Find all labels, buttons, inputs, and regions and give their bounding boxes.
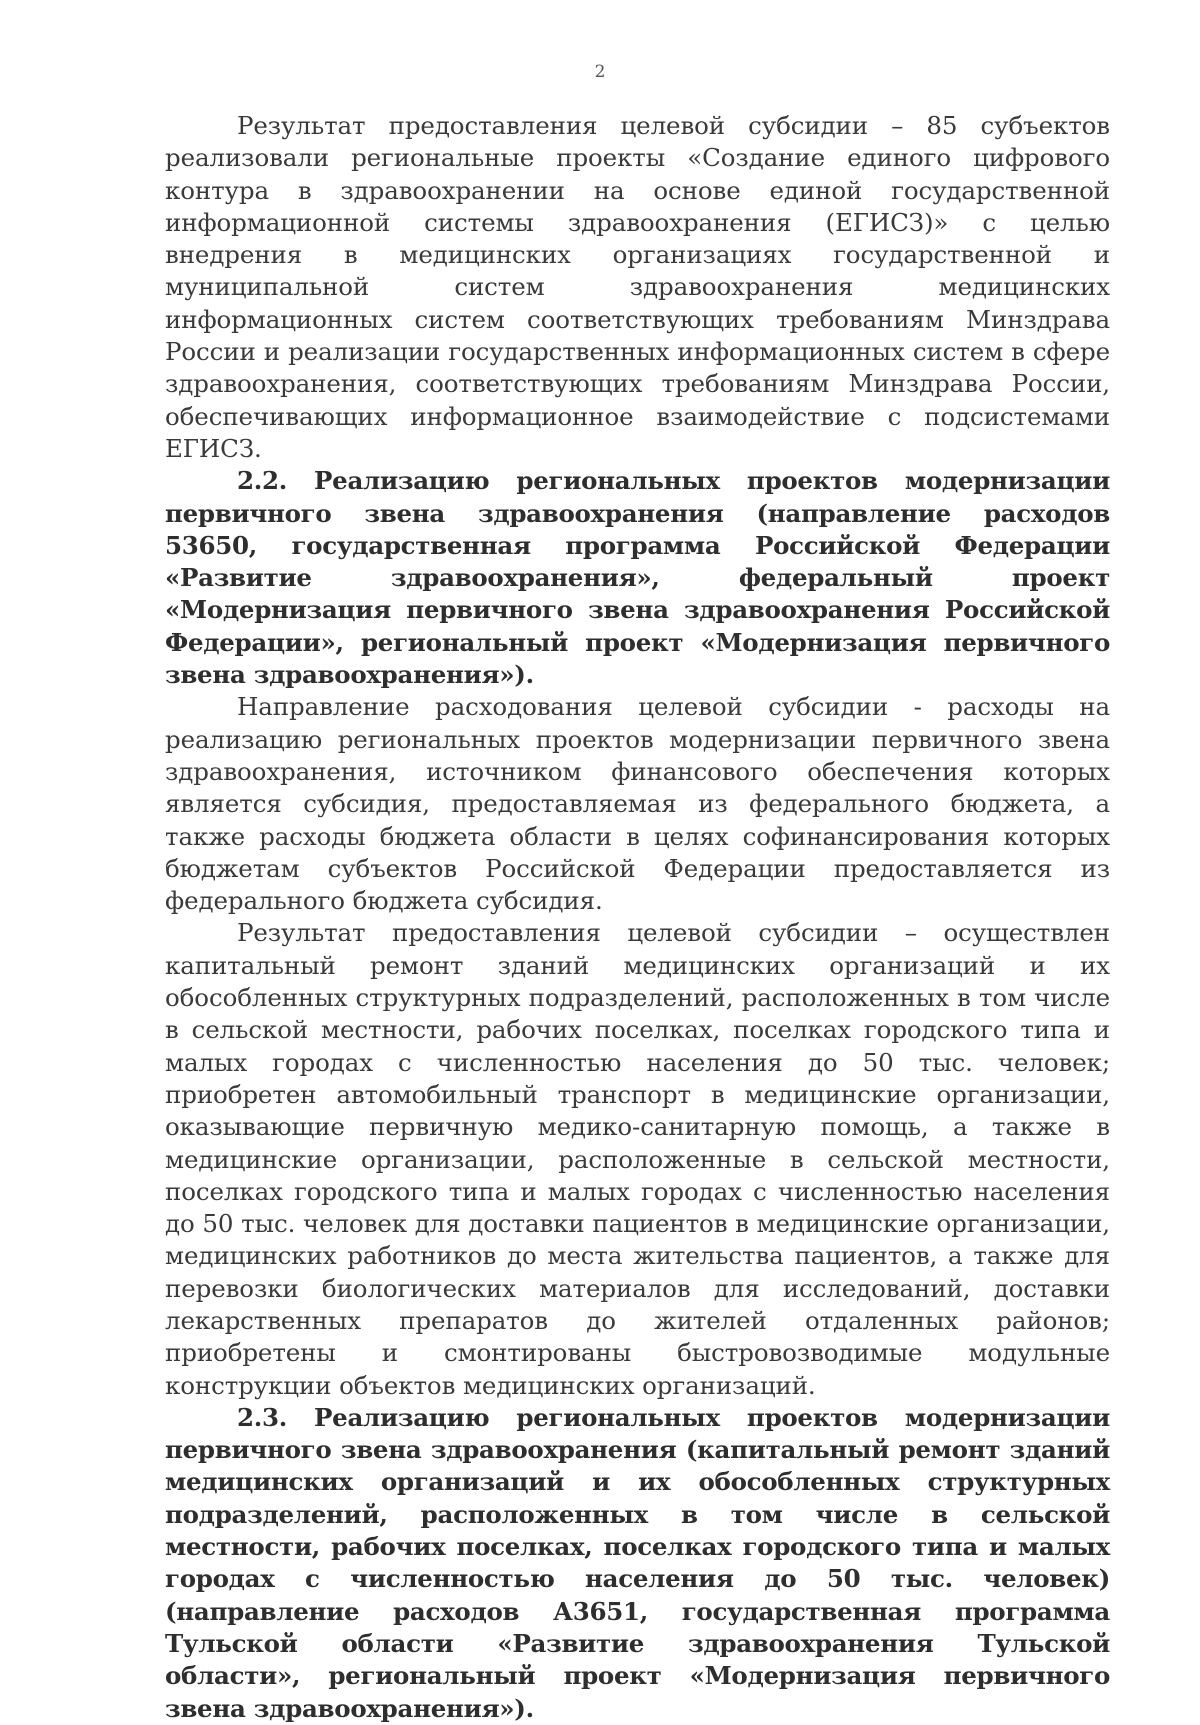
page-number: 2 — [594, 62, 606, 82]
document-body — [165, 110, 1110, 1725]
paragraph-spending-direction: Направление расходования целевой субсидии - расходы на реализацию региональных проектов модернизации первичного звена здравоохранения, источником финансового обеспечения которых является субсидия, предоставляемая из федерального бюджета, а также расходы бюджета области в целях софинансирования которых бюджетам субъектов Российской Федерации предоставляется из федерального бюджета субсидия. — [165, 692, 1110, 916]
section-heading-2-3: 2.3. Реализацию региональных проектов модернизации первичного звена здравоохранения (капитальный ремонт зданий медицинских организаций и их обособленных структурных подразделений, расположенных в том числе в сельской местности, рабочих поселках, поселках городского типа и малых городах с численностью населения до 50 тыс. человек) (направление расходов А3651, государственная программа Тульской области «Развитие здравоохранения Тульской области», региональный проект «Модернизация первичного звена здравоохранения»). — [165, 1402, 1110, 1723]
paragraph-result-modernization: Результат предоставления целевой субсидии – осуществлен капитальный ремонт зданий медицинских организаций и их обособленных структурных подразделений, расположенных в том числе в сельской местности, рабочих поселках, поселках городского типа и малых городах с численностью населения до 50 тыс. человек; приобретен автомобильный транспорт в медицинские организации, оказывающие первичную медико-санитарную помощь, а также в медицинские организации, расположенные в сельской местности, поселках городского типа и малых городах с численностью населения до 50 тыс. человек для доставки пациентов в медицинские организации, медицинских работников до места жительства пациентов, а также для перевозки биологических материалов для исследований, доставки лекарственных препаратов до жителей отдаленных районов; приобретены и смонтированы быстровозводимые модульные конструкции объектов медицинских организаций. — [165, 918, 1110, 1400]
paragraph-result-egisz: Результат предоставления целевой субсидии – 85 субъектов реализовали региональные проекты «Создание единого цифрового контура в здравоохранении на основе единой государственной информационной системы здравоохранения (ЕГИСЗ)» с целью внедрения в медицинских организациях государственной и муниципальной систем здравоохранения медицинских информационных систем соответствующих требованиям Минздрава России и реализации государственных информационных систем в сфере здравоохранения, соответствующих требованиям Минздрава России, обеспечивающих информационное взаимодействие с подсистемами ЕГИСЗ. — [165, 111, 1110, 463]
section-heading-2-2: 2.2. Реализацию региональных проектов модернизации первичного звена здравоохранения (направление расходов 53650, государственная программа Российской Федерации «Развитие здравоохранения», федеральный проект «Модернизация первичного звена здравоохранения Российской Федерации», региональный проект «Модернизация первичного звена здравоохранения»). — [165, 466, 1110, 690]
